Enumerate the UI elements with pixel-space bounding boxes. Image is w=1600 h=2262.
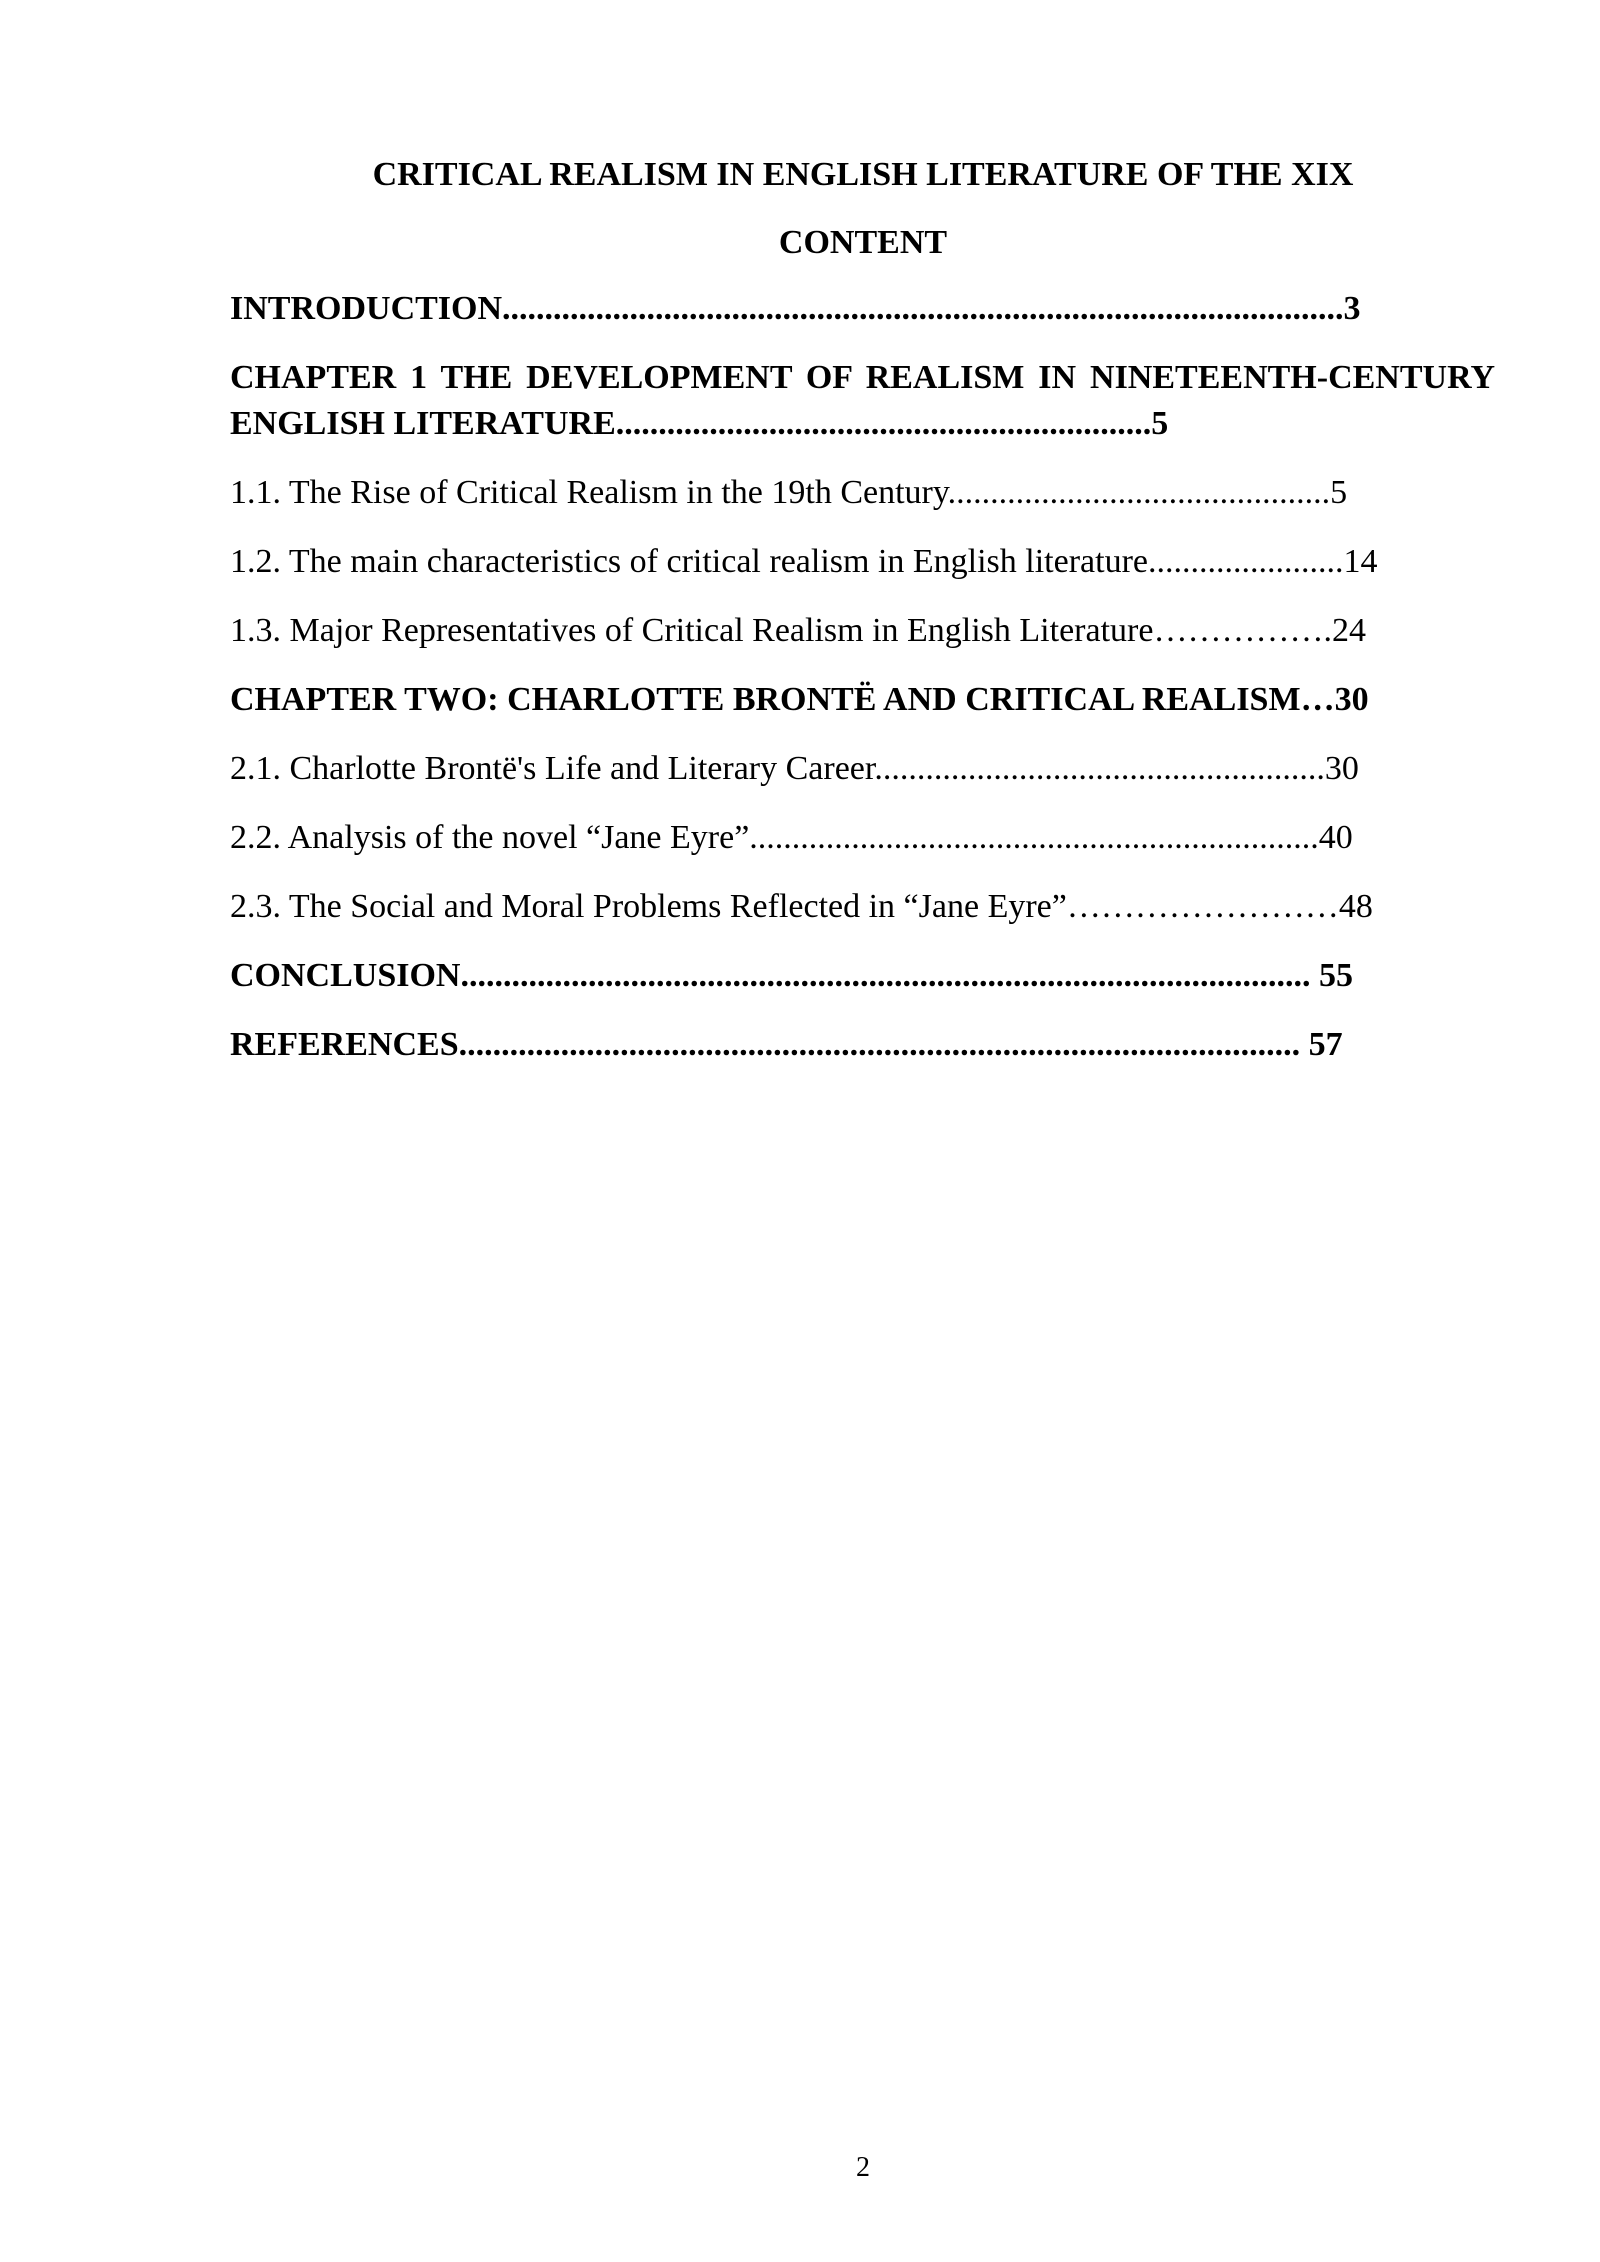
toc-entry-references[interactable] xyxy=(230,1022,1495,1068)
toc-entry-page: 48 xyxy=(1338,888,1373,925)
toc-entry-leader: ................................................................................................... xyxy=(502,290,1344,327)
toc-entry-section-2-2[interactable] xyxy=(230,815,1495,861)
toc-entry-leader: ............................................. xyxy=(947,474,1331,511)
toc-entry-page: 5 xyxy=(1330,474,1348,511)
toc-entry-page: 24 xyxy=(1331,612,1366,649)
toc-entry-label: 1.3. Major Representatives of Critical Realism in English Literature xyxy=(230,612,1154,649)
toc-entry-page: 14 xyxy=(1343,543,1378,580)
toc-entry-label: 1.2. The main characteristics of critical realism in English literature xyxy=(230,543,1148,580)
toc-entry-section-2-3[interactable] xyxy=(230,884,1495,930)
toc-entry-leader: …………………… xyxy=(1066,888,1339,925)
toc-entry-leader: .................................................................................................... xyxy=(460,957,1311,994)
page-number: 2 xyxy=(856,2152,870,2183)
toc-entry-label: CONCLUSION xyxy=(230,957,461,994)
toc-entry-chapter-2[interactable] xyxy=(230,677,1495,723)
toc-entry-page: 3 xyxy=(1343,290,1361,327)
toc-entry-label: CHAPTER 1 THE DEVELOPMENT OF REALISM IN NINETEENTH-CENTURY ENGLISH LITERATURE xyxy=(230,359,1495,442)
toc-entry-section-1-2[interactable] xyxy=(230,539,1495,585)
toc-entry-page: 5 xyxy=(1151,405,1169,442)
toc-entry-chapter-1[interactable] xyxy=(230,355,1495,447)
document-title: CRITICAL REALISM IN ENGLISH LITERATURE OF THE XIX xyxy=(372,156,1354,193)
toc-entry-page: 40 xyxy=(1318,819,1353,856)
toc-entry-section-1-3[interactable] xyxy=(230,608,1495,654)
toc-entry-conclusion[interactable] xyxy=(230,953,1495,999)
toc-entry-label: 2.3. The Social and Moral Problems Reflected in “Jane Eyre” xyxy=(230,888,1067,925)
toc-entry-label: CHAPTER TWO: CHARLOTTE BRONTË AND CRITICAL REALISM xyxy=(230,681,1301,718)
table-of-contents xyxy=(230,286,1495,1091)
toc-entry-label: INTRODUCTION xyxy=(230,290,503,327)
toc-entry-page: 57 xyxy=(1300,1026,1343,1063)
toc-entry-leader: ……………. xyxy=(1153,612,1332,649)
toc-entry-page: 55 xyxy=(1310,957,1353,994)
toc-entry-label: 2.1. Charlotte Brontë's Life and Literary Career xyxy=(230,750,875,787)
toc-entry-leader: ............................................................... xyxy=(615,405,1152,442)
toc-entry-label: 2.2. Analysis of the novel “Jane Eyre” xyxy=(230,819,750,856)
toc-entry-leader: ..................................................... xyxy=(874,750,1325,787)
toc-entry-leader: ................................................................... xyxy=(749,819,1319,856)
toc-entry-label: REFERENCES xyxy=(230,1026,459,1063)
toc-entry-page: 30 xyxy=(1324,750,1359,787)
toc-entry-page: 30 xyxy=(1334,681,1369,718)
toc-entry-section-1-1[interactable] xyxy=(230,470,1495,516)
toc-entry-leader: ....................... xyxy=(1147,543,1344,580)
content-heading: CONTENT xyxy=(778,224,948,261)
toc-entry-leader: ................................................................................................... xyxy=(458,1026,1301,1063)
toc-entry-introduction[interactable] xyxy=(230,286,1495,332)
toc-entry-section-2-1[interactable] xyxy=(230,746,1495,792)
toc-entry-leader: … xyxy=(1300,681,1335,718)
toc-entry-label: 1.1. The Rise of Critical Realism in the 19th Century xyxy=(230,474,948,511)
